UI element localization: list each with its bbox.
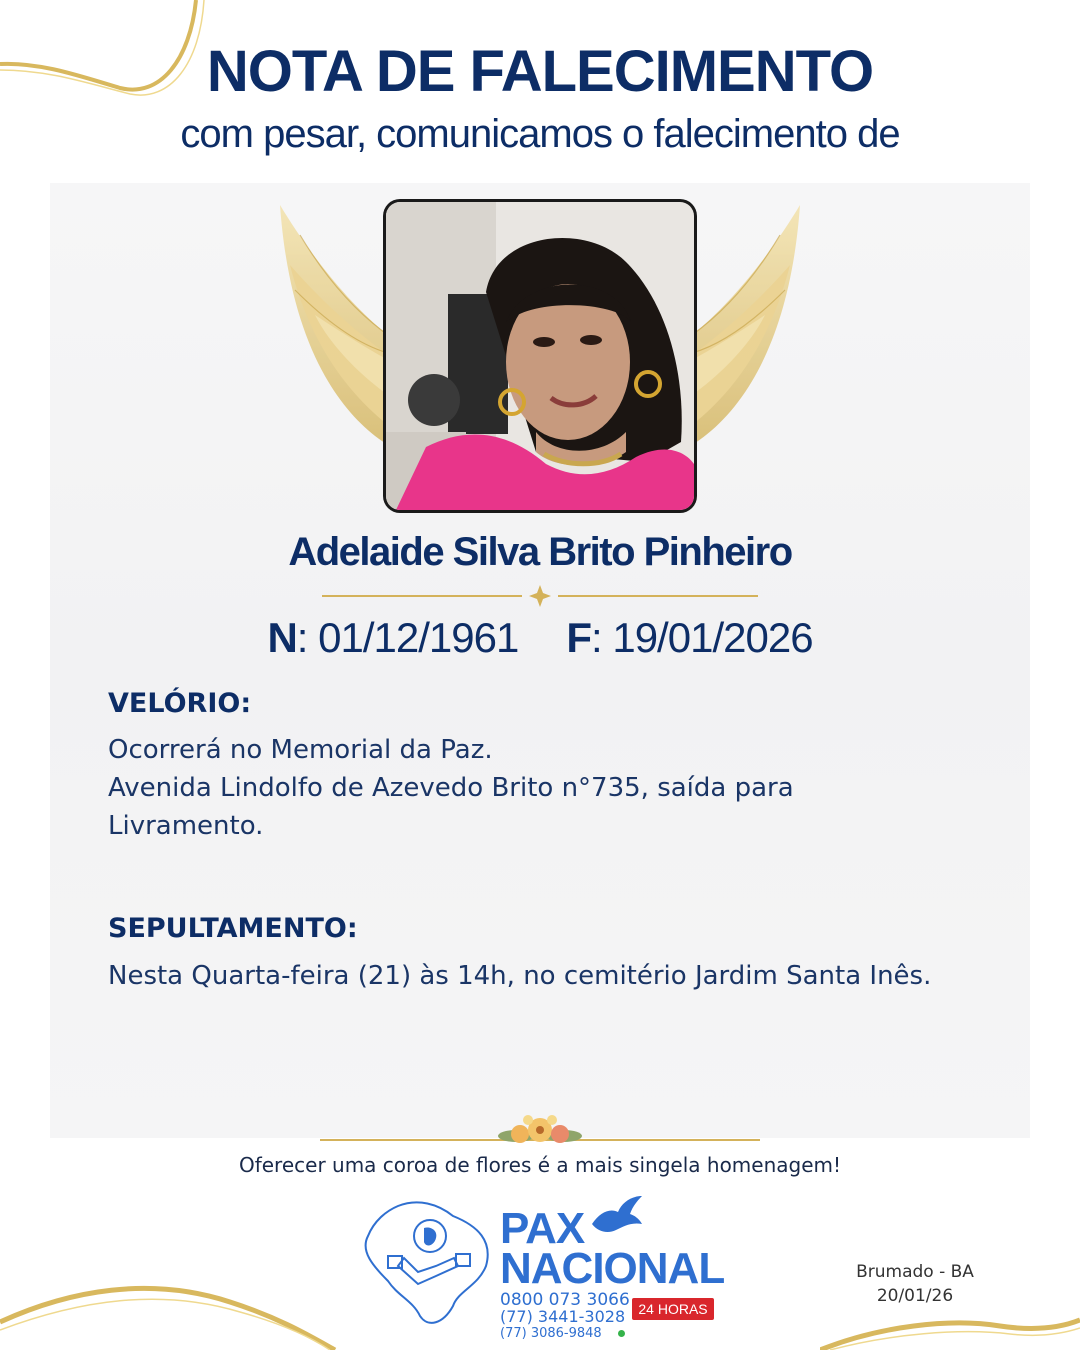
wake-text bbox=[108, 731, 988, 845]
phone-2: (77) 3441-3028 bbox=[500, 1307, 626, 1326]
24h-badge: 24 HORAS bbox=[632, 1298, 714, 1320]
dove-icon bbox=[588, 1194, 644, 1236]
wake-line-3: Livramento. bbox=[108, 811, 264, 841]
gold-swoosh-bottom-left bbox=[0, 1270, 340, 1350]
date-label: 20/01/26 bbox=[876, 1286, 954, 1306]
birth-date: 01/12/1961 bbox=[318, 614, 519, 661]
dates-line: N: 01/12/1961 F: 19/01/2026 bbox=[267, 614, 813, 661]
phone-3: (77) 3086-9848 bbox=[500, 1326, 602, 1341]
deceased-name: Adelaide Silva Brito Pinheiro bbox=[288, 530, 792, 574]
page-title: NOTA DE FALECIMENTO bbox=[206, 39, 874, 104]
flowers-icon bbox=[320, 1110, 760, 1156]
phone-1: 0800 073 3066 bbox=[500, 1290, 630, 1310]
burial-title: SEPULTAMENTO: bbox=[108, 913, 358, 944]
death-date: 19/01/2026 bbox=[612, 614, 813, 661]
page-subtitle: com pesar, comunicamos o falecimento de bbox=[180, 112, 900, 156]
wake-title: VELÓRIO: bbox=[108, 688, 252, 719]
brazil-map-icon bbox=[358, 1196, 498, 1328]
place-date bbox=[830, 1260, 1000, 1308]
wake-line-1: Ocorrerá no Memorial da Paz. bbox=[108, 735, 493, 765]
gold-divider bbox=[322, 585, 758, 607]
brand-pax: PAX bbox=[500, 1204, 585, 1253]
brand-nacional: NACIONAL bbox=[500, 1244, 725, 1293]
burial-text: Nesta Quarta-feira (21) às 14h, no cemitério Jardim Santa Inês. bbox=[108, 961, 932, 991]
city-label: Brumado - BA bbox=[856, 1262, 974, 1282]
death-label: F bbox=[566, 614, 591, 661]
wake-line-2: Avenida Lindolfo de Azevedo Brito n°735, saída para bbox=[108, 773, 794, 803]
homage-text: Oferecer uma coroa de flores é a mais singela homenagem! bbox=[238, 1153, 842, 1177]
birth-label: N bbox=[267, 614, 297, 661]
deceased-photo bbox=[386, 202, 694, 510]
sparkle-icon bbox=[529, 585, 551, 607]
whatsapp-icon bbox=[618, 1330, 625, 1337]
